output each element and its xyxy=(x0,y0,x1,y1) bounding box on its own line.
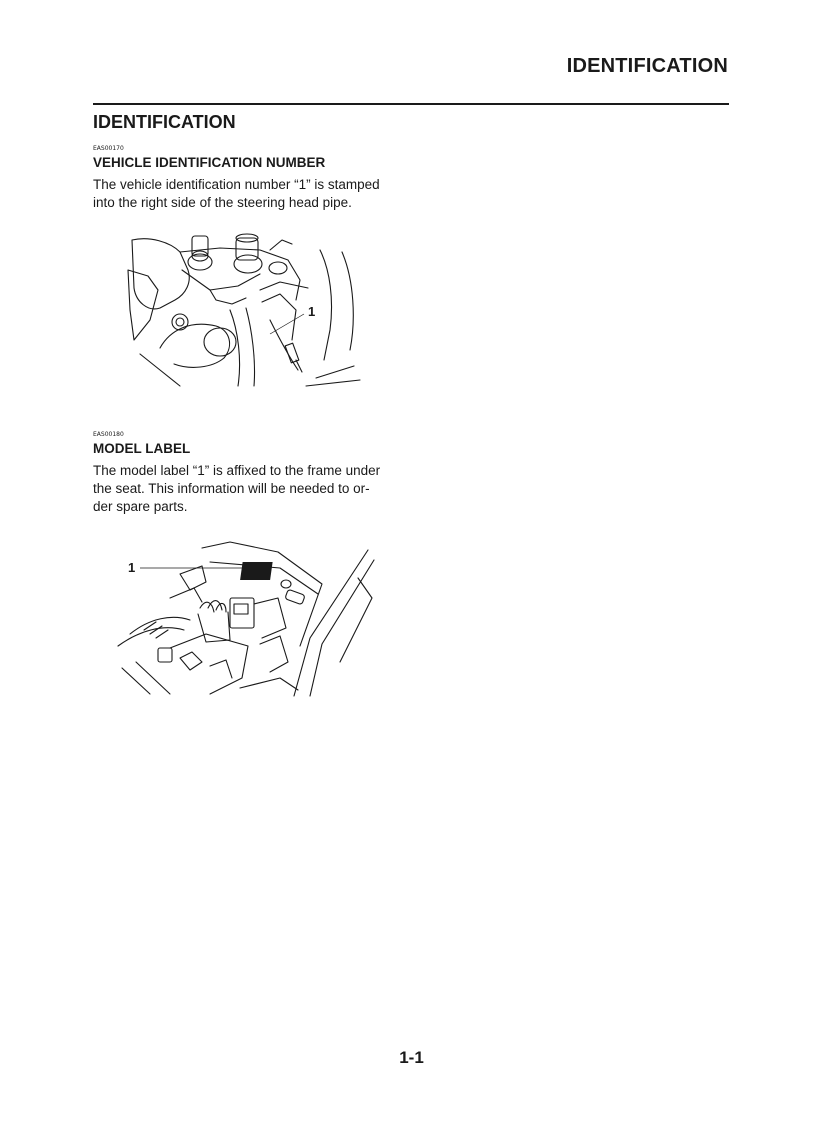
model-label-paragraph-line-3: der spare parts. xyxy=(93,499,188,514)
section-title: IDENTIFICATION xyxy=(93,112,236,132)
model-label-paragraph xyxy=(93,462,398,516)
vin-callout-1: 1 xyxy=(308,304,316,319)
vin-paragraph-line-2: into the right side of the steering head pipe. xyxy=(93,195,352,210)
model-label-callout-1: 1 xyxy=(128,560,136,575)
page-number: 1-1 xyxy=(399,1048,424,1067)
vin-paragraph-line-1: The vehicle identification number “1” is stamped xyxy=(93,177,380,192)
model-label-heading: MODEL LABEL xyxy=(93,441,191,456)
header-rule xyxy=(93,103,729,105)
steering-head-illustration xyxy=(120,230,365,390)
vin-heading: VEHICLE IDENTIFICATION NUMBER xyxy=(93,155,326,170)
vin-section-code: EAS00170 xyxy=(93,145,124,152)
model-label-paragraph-line-2: the seat. This information will be needed to or- xyxy=(93,481,370,496)
model-label-paragraph-line-1: The model label “1” is affixed to the frame under xyxy=(93,463,381,478)
vin-paragraph xyxy=(93,176,398,212)
under-seat-frame-illustration xyxy=(110,538,380,698)
running-header-title: IDENTIFICATION xyxy=(566,55,728,77)
model-label-section-code: EAS00180 xyxy=(93,431,124,438)
